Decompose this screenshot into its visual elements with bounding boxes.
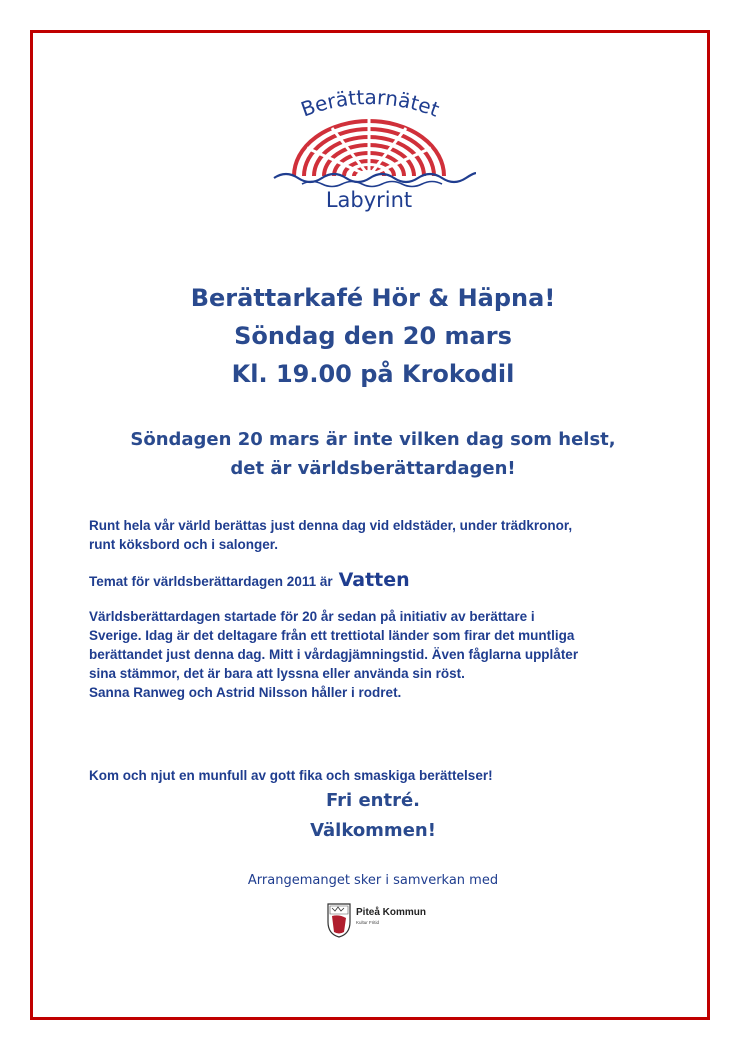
theme-value: Vatten: [338, 569, 410, 591]
theme-line: [89, 571, 679, 591]
collaboration-note: Arrangemanget sker i samverkan med: [247, 873, 499, 888]
history-line-2: Sverige. Idag är det deltagare från ett trettiotal länder som firar det muntliga: [89, 628, 575, 643]
logo-top-text: Berättarnätet: [297, 88, 443, 122]
intro-line-1: Runt hela vår värld berättas just denna dag vid eldstäder, under trädkronor,: [89, 518, 573, 533]
event-date: Söndag den 20 mars: [234, 322, 512, 350]
berattarnatet-logo: [262, 88, 476, 226]
theme-label: Temat för världsberättardagen 2011 är: [89, 574, 333, 589]
intro-line-2: runt köksbord och i salonger.: [89, 537, 279, 552]
subheading-line-1: Söndagen 20 mars är inte vilken dag som helst,: [130, 429, 616, 450]
history-line-3: berättandet just denna dag. Mitt i vårdagjämningstid. Även fåglarna upplåter: [89, 647, 579, 662]
history-paragraph: [89, 607, 679, 702]
partner-logo: [326, 902, 436, 942]
history-line-4: sina stämmor, det är bara att lyssna eller använda sin röst.: [89, 666, 465, 681]
partner-subtitle: Kultur Fritid: [356, 920, 380, 925]
welcome-text: Välkommen!: [310, 820, 436, 841]
logo-bottom-text: Labyrint: [325, 188, 413, 212]
history-line-5: Sanna Ranweg och Astrid Nilsson håller i rodret.: [89, 685, 402, 700]
subheading-line-2: det är världsberättardagen!: [230, 458, 516, 479]
free-entry: Fri entré.: [325, 790, 420, 811]
pitea-crest-icon: [326, 902, 352, 938]
invite-line: Kom och njut en munfull av gott fika och smaskiga berättelser!: [89, 768, 493, 783]
history-line-1: Världsberättardagen startade för 20 år sedan på initiativ av berättare i: [89, 609, 535, 624]
event-title: Berättarkafé Hör & Häpna!: [190, 284, 556, 312]
event-time-place: Kl. 19.00 på Krokodil: [231, 360, 515, 388]
partner-name: Piteå Kommun: [356, 907, 427, 918]
intro-paragraph: [89, 516, 679, 554]
